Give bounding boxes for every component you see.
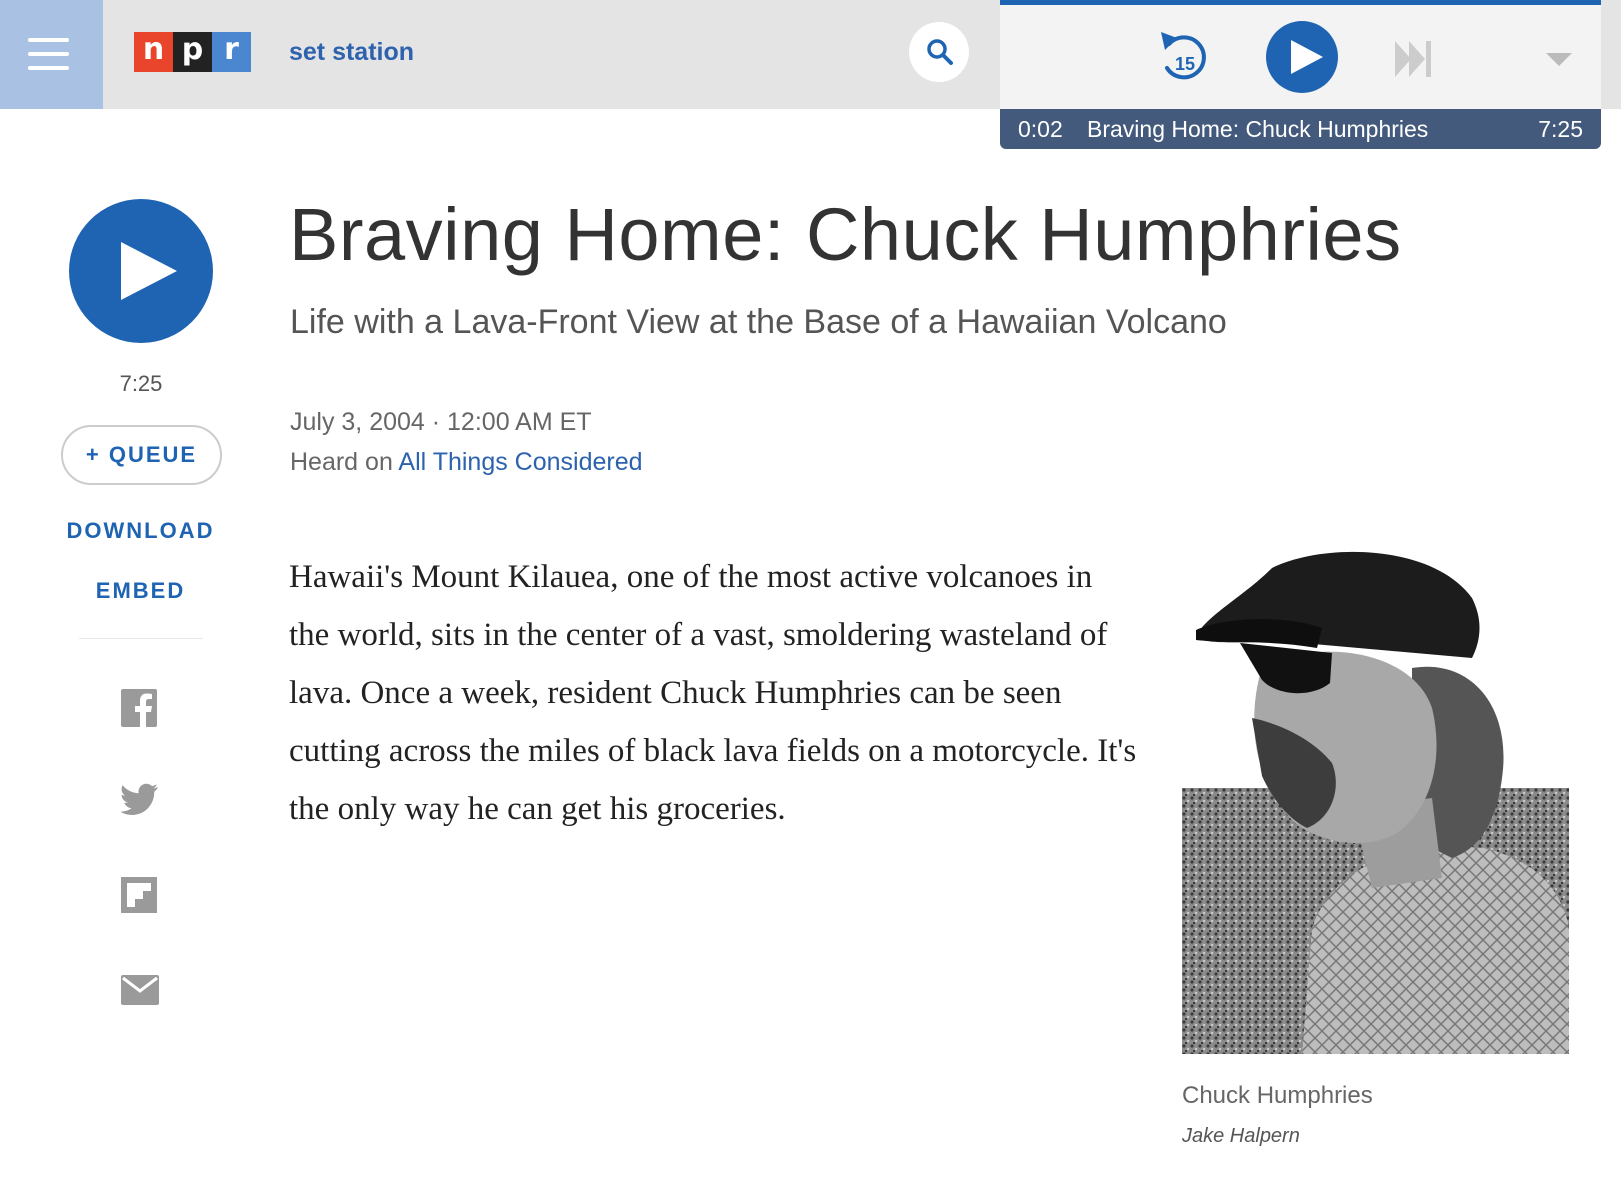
dateline: July 3, 2004 · 12:00 AM ET [290, 408, 592, 436]
logo-letter-r: r [212, 32, 251, 72]
hamburger-icon [28, 38, 69, 42]
subheadline: Life with a Lava-Front View at the Base of a Hawaiian Volcano [290, 303, 1227, 341]
elapsed-time: 0:02 [1018, 116, 1063, 142]
story-body-paragraph: Hawaii's Mount Kilauea, one of the most active volcanoes in the world, sits in the center of a vast, smoldering wasteland of lava. Once a week, resident Chuck Humphries can be seen cutting across the miles of black lava fields on a motorcycle. It's the only way he can get his groceries. [289, 559, 1137, 827]
search-icon [926, 38, 954, 66]
hamburger-icon-line [28, 66, 69, 70]
search-button[interactable] [909, 22, 969, 82]
rewind-15-button[interactable] [1155, 28, 1209, 86]
now-playing-title: Braving Home: Chuck Humphries [1087, 116, 1429, 142]
hamburger-icon-line [28, 52, 69, 56]
heard-on-prefix: Heard on [290, 448, 399, 476]
story-photo[interactable] [1182, 548, 1569, 1054]
play-icon [1291, 40, 1323, 74]
program-link[interactable]: All Things Considered [398, 448, 643, 476]
facebook-icon [121, 689, 157, 727]
rail-divider [79, 638, 203, 639]
heard-on [290, 448, 643, 477]
embed-link[interactable]: EMBED [95, 578, 186, 603]
audio-player [1000, 0, 1601, 109]
story-play-button[interactable] [69, 199, 213, 343]
share-facebook-button[interactable] [121, 689, 161, 729]
photo-caption: Chuck Humphries [1182, 1082, 1373, 1109]
download-link[interactable]: DOWNLOAD [66, 518, 215, 543]
set-station-link[interactable]: set station [289, 38, 415, 66]
flipboard-icon [121, 877, 157, 913]
npr-logo[interactable] [134, 32, 251, 72]
player-dropdown-toggle[interactable] [1546, 53, 1572, 72]
logo-letter-n: n [134, 32, 173, 72]
share-email-button[interactable] [121, 975, 161, 1015]
play-icon [121, 242, 177, 300]
skip-icon [1395, 41, 1433, 77]
share-flipboard-button[interactable] [121, 877, 161, 917]
share-twitter-button[interactable] [121, 783, 161, 823]
add-to-queue-button[interactable]: + QUEUE [61, 425, 222, 485]
logo-letter-p: p [173, 32, 212, 72]
total-duration: 7:25 [1538, 116, 1583, 142]
rewind-seconds-label: 15 [1174, 54, 1196, 74]
portrait-image [1182, 548, 1569, 1054]
menu-button[interactable] [0, 0, 103, 109]
email-icon [121, 975, 159, 1005]
chevron-down-icon [1546, 53, 1572, 67]
page-title: Braving Home: Chuck Humphries [289, 193, 1402, 276]
player-play-button[interactable] [1266, 21, 1338, 93]
story-duration: 7:25 [119, 371, 163, 396]
now-playing-bar[interactable] [1000, 109, 1601, 149]
rewind-15-icon [1155, 28, 1209, 86]
skip-forward-button[interactable] [1395, 41, 1433, 82]
twitter-icon [121, 783, 159, 815]
photo-credit: Jake Halpern [1182, 1125, 1300, 1147]
